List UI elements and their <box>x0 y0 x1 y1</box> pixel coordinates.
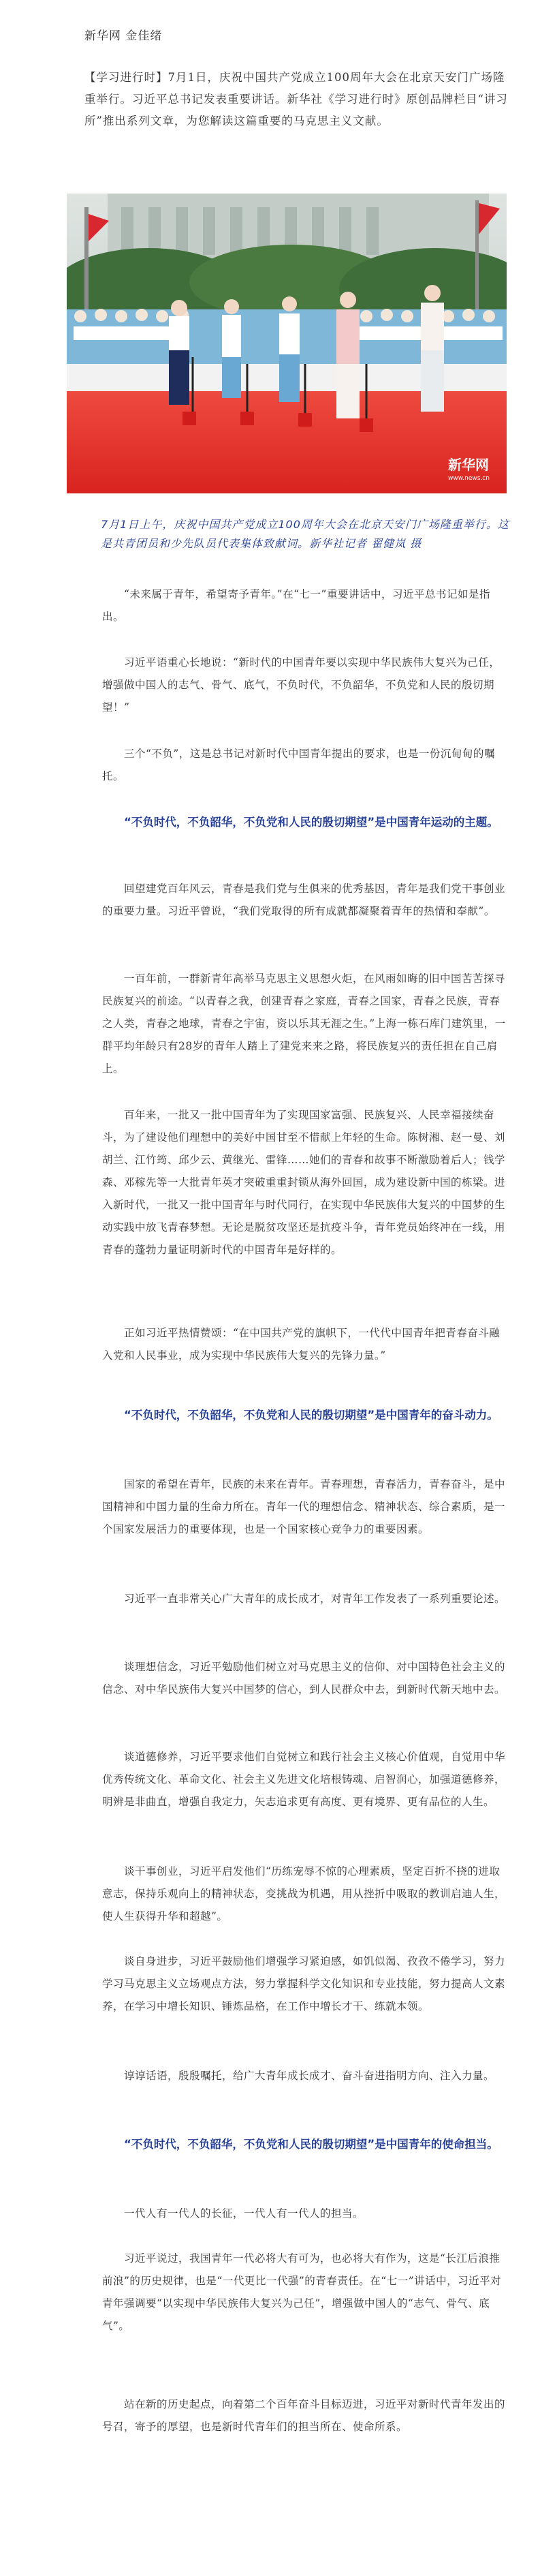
ceremony-illustration <box>67 194 507 493</box>
paragraph-12: 谈干事创业，习近平启发他们“历练宠辱不惊的心理素质，坚定百折不挠的进取意志，保持乐观向上的精神状态，变挑战为机遇，用从挫折中吸取的教训启迪人生，使人生获得升华和超越”。 <box>102 1865 506 1922</box>
paragraph-16: 习近平说过，我国青年一代必将大有可为，也必将大有作为，这是“长江后浪推前浪”的历史规律，也是“一代更比一代强”的青春责任。在“七一”讲话中，习近平对青年强调要“以实现中华民族伟大复兴为己任”，增强做中国人的“志气、骨气、底气”。 <box>102 2252 502 2332</box>
paragraph-2: 习近平语重心长地说：“新时代的中国青年要以实现中华民族伟大复兴为己任，增强做中国人的志气、骨气、底气，不负时代，不负韶华，不负党和人民的殷切期望！” <box>102 656 501 714</box>
paragraph-7: 正如习近平热情赞颂：“在中国共产党的旗帜下，一代代中国青年把青春奋斗融入党和人民事业，成为实现中华民族伟大复兴的先锋力量。” <box>102 1327 501 1362</box>
byline: 新华网 金佳绪 <box>84 29 163 43</box>
paragraph-4: 回望建党百年风云，青春是我们党与生俱来的优秀基因，青年是我们党干事创业的重要力量。习近平曾说，“我们党取得的所有成就都凝聚着青年的热情和奉献”。 <box>102 883 506 917</box>
paragraph-8: 国家的希望在青年，民族的未来在青年。青春理想，青春活力，青春奋斗，是中国精神和中国力量的生命力所在。青年一代的理想信念、精神状态、综合素质，是一个国家发展活力的重要体现，也是一个国家核心竞争力的重要因素。 <box>102 1478 506 1535</box>
lead-paragraph: 【学习进行时】7月1日，庆祝中国共产党成立100周年大会在北京天安门广场隆重举行。习近平总书记发表重要讲话。新华社《学习进行时》原创品牌栏目“讲习所”推出系列文章，为您解读这篇重要的马克思主义文献。 <box>84 71 508 127</box>
section-heading-2: “不负时代，不负韶华，不负党和人民的殷切期望”是中国青年的奋斗动力。 <box>124 1409 498 1422</box>
watermark-url: www.news.cn <box>448 475 490 482</box>
paragraph-11: 谈道德修养，习近平要求他们自觉树立和践行社会主义核心价值观，自觉用中华优秀传统文化、革命文化、社会主义先进文化培根铸魂、启智润心，加强道德修养，明辨是非曲直，增强自我定力，矢志追求更有高度、更有境界、更有品位的人生。 <box>102 1751 506 1808</box>
paragraph-13: 谈自身进步，习近平鼓励他们增强学习紧迫感，如饥似渴、孜孜不倦学习，努力学习马克思主义立场观点方法，努力掌握科学文化知识和专业技能，努力提高人文素养，在学习中增长知识、锤炼品格，在工作中增长才干、练就本领。 <box>102 1955 506 2012</box>
paragraph-3: 三个“不负”，这是总书记对新时代中国青年提出的要求，也是一份沉甸甸的嘱托。 <box>102 748 495 782</box>
section-heading-1: “不负时代，不负韶华，不负党和人民的殷切期望”是中国青年运动的主题。 <box>124 816 498 829</box>
paragraph-1: “未来属于青年，希望寄予青年。”在“七一”重要讲话中，习近平总书记如是指出。 <box>102 588 490 623</box>
paragraph-15: 一代人有一代人的长征，一代人有一代人的担当。 <box>124 2207 364 2220</box>
watermark-logo: 新华网 <box>448 457 489 473</box>
paragraph-10: 谈理想信念，习近平勉励他们树立对马克思主义的信仰、对中国特色社会主义的信念、对中华民族伟大复兴中国梦的信心，到人民群众中去，到新时代新天地中去。 <box>102 1661 506 1696</box>
paragraph-14: 谆谆话语，殷殷嘱托，给广大青年成长成才、奋斗奋进指明方向、注入力量。 <box>124 2070 495 2082</box>
photo-caption: 7月1日上午，庆祝中国共产党成立100周年大会在北京天安门广场隆重举行。这是共青团员和少先队员代表集体致献词。新华社记者 翟健岚 摄 <box>101 518 509 550</box>
paragraph-17: 站在新的历史起点，向着第二个百年奋斗目标迈进，习近平对新时代青年发出的号召，寄予的厚望，也是新时代青年们的担当所在、使命所系。 <box>102 2398 506 2433</box>
paragraph-6: 百年来，一批又一批中国青年为了实现国家富强、民族复兴、人民幸福接续奋斗，为了建设他们理想中的美好中国甘至不惜献上年轻的生命。陈树湘、赵一曼、刘胡兰、江竹筠、邱少云、黄继光、雷锋……她们的青春和故事不断激励着后人；钱学森、邓稼先等一大批青年英才突破重重封锁从海外回国，成为建设新中国的栋梁。进入新时代，一批又一批中国青年与时代同行，在实现中华民族伟大复兴的中国梦的生动实践中放飞青春梦想。无论是脱贫攻坚还是抗疫斗争，青年党员始终冲在一线，用青春的蓬勃力量证明新时代的中国青年是好样的。 <box>102 1109 506 1256</box>
paragraph-9: 习近平一直非常关心广大青年的成长成才，对青年工作发表了一系列重要论述。 <box>124 1593 506 1605</box>
paragraph-5: 一百年前，一群新青年高举马克思主义思想火炬，在风雨如晦的旧中国苦苦探寻民族复兴的前途。“以青春之我，创建青春之家庭，青春之国家，青春之民族，青春之人类，青春之地球，青春之宇宙，资以乐其无涯之生。”上海一栋石库门建筑里，一群平均年龄只有28岁的青年人踏上了建党来来之路，将民族复兴的责任担在自己肩上。 <box>102 972 506 1075</box>
hero-photo <box>67 194 507 493</box>
section-heading-3: “不负时代，不负韶华，不负党和人民的殷切期望”是中国青年的使命担当。 <box>124 2138 498 2151</box>
